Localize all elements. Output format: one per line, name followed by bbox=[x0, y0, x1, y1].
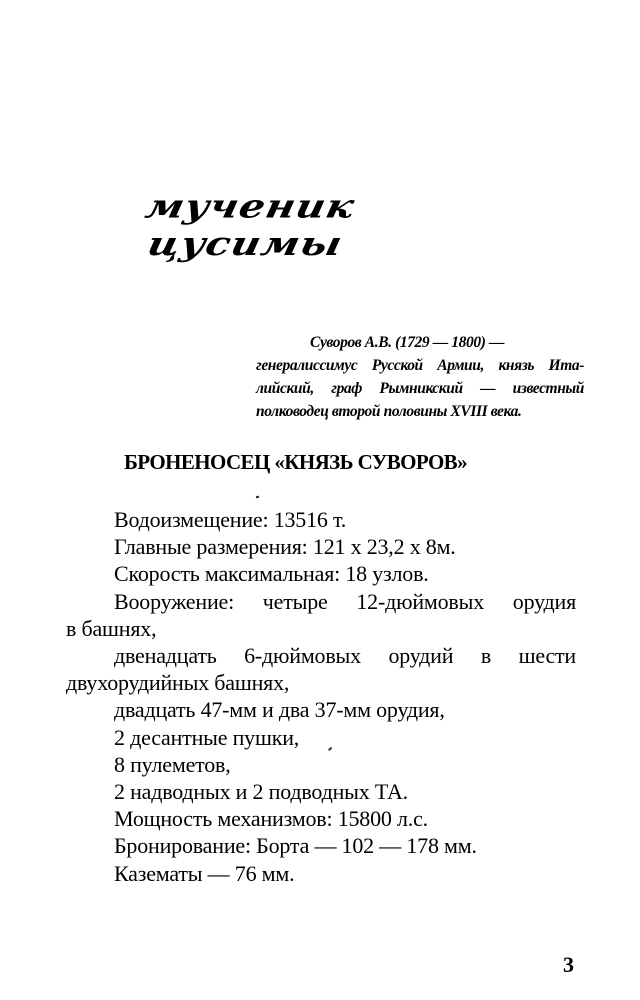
epigraph-line: лийский, граф Рымникский — известный bbox=[256, 380, 584, 397]
spec-line: Бронирование: Борта — 102 — 178 мм. bbox=[114, 833, 477, 859]
epigraph bbox=[256, 331, 584, 423]
chapter-title-line-2: цусимы bbox=[143, 224, 347, 264]
spec-line: Мощность механизмов: 15800 л.с. bbox=[114, 806, 428, 832]
spec-line: Вооружение: четыре 12-дюймовых орудия bbox=[114, 588, 576, 614]
print-speck bbox=[256, 496, 259, 499]
page-number: 3 bbox=[563, 952, 574, 977]
epigraph-line: полководец второй половины XVIII века. bbox=[256, 403, 522, 420]
spec-line: в башнях, bbox=[66, 615, 157, 641]
spec-line: Казематы — 76 мм. bbox=[114, 860, 295, 886]
spec-line: 2 десантные пушки, bbox=[114, 724, 300, 750]
spec-line: Главные размерения: 121 х 23,2 х 8м. bbox=[114, 534, 456, 560]
spec-line: 8 пулеметов, bbox=[114, 751, 231, 777]
chapter-title bbox=[134, 188, 510, 263]
spec-line: Водоизмещение: 13516 т. bbox=[114, 507, 347, 532]
spec-line: двухорудийных башнях, bbox=[66, 670, 290, 696]
spec-line: Скорость максимальная: 18 узлов. bbox=[114, 561, 429, 587]
section-heading: БРОНЕНОСЕЦ «КНЯЗЬ СУВОРОВ» bbox=[124, 450, 467, 474]
spec-line: 2 надводных и 2 подводных ТА. bbox=[114, 779, 408, 805]
ship-specifications bbox=[66, 506, 576, 887]
epigraph-line: Суворов А.В. (1729 — 1800) — bbox=[310, 334, 505, 351]
chapter-title-line-1: мученик bbox=[141, 187, 359, 226]
epigraph-line: генералиссимус Русской Армии, князь Ита- bbox=[256, 357, 584, 374]
spec-line: двадцать 47-мм и два 37-мм орудия, bbox=[114, 697, 445, 723]
spec-line: двенадцать 6-дюймовых орудий в шести bbox=[114, 643, 576, 669]
